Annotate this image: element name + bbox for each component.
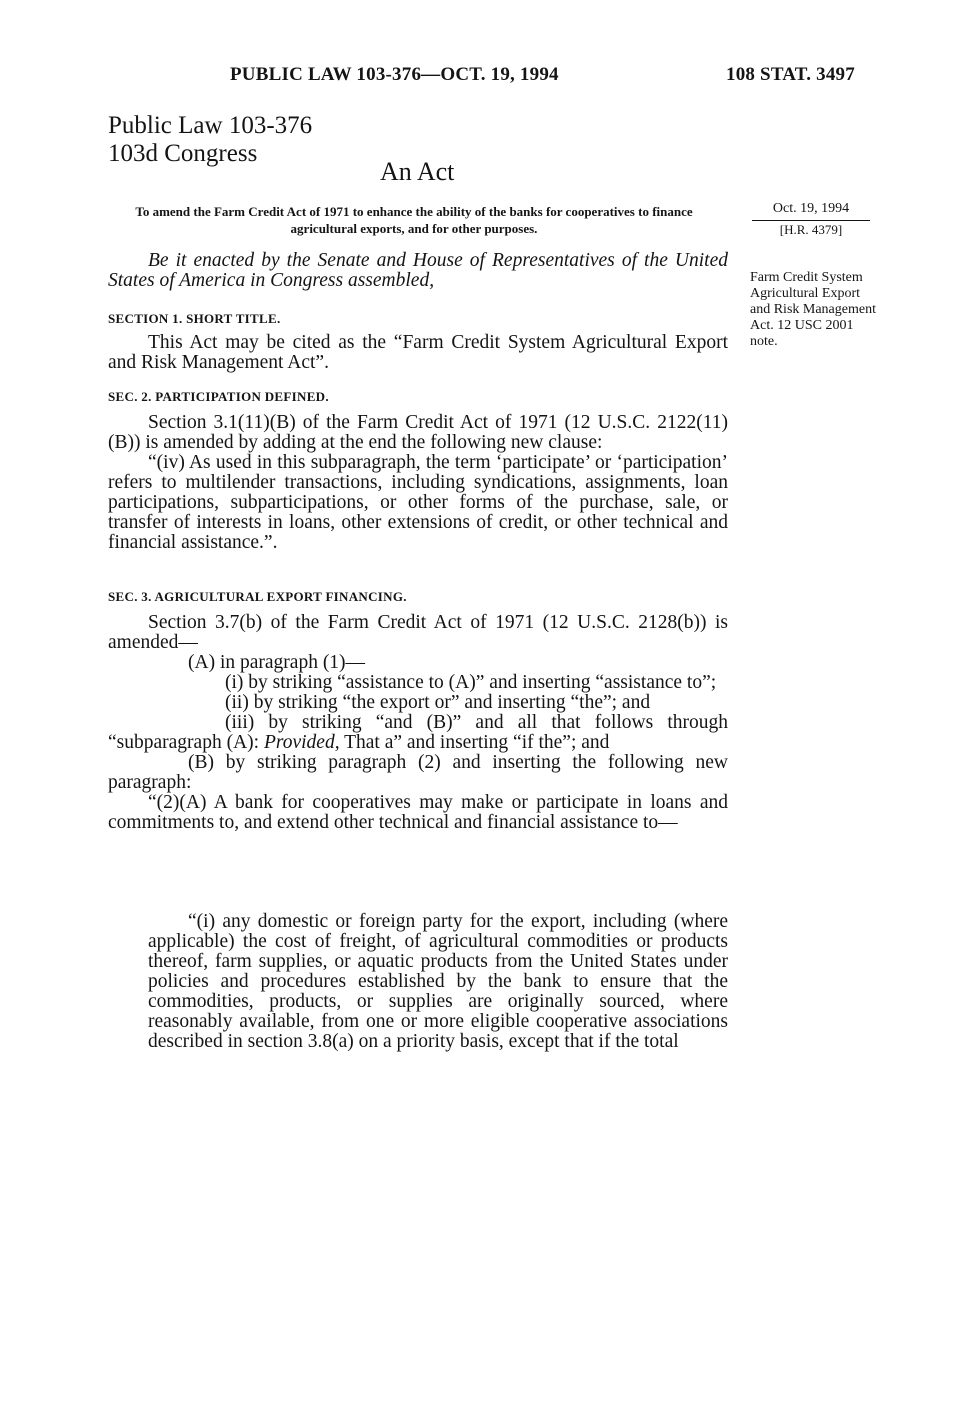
margin-date: Oct. 19, 1994 xyxy=(752,200,870,221)
section-1-text xyxy=(108,333,728,373)
enacting-clause xyxy=(108,251,728,291)
section-3-item-B: (B) by striking paragraph (2) and inserting the following new paragraph: xyxy=(108,752,728,793)
margin-note: Farm Credit System Agricultural Export and Risk Management Act. 12 USC 2001 note. xyxy=(750,270,876,349)
section-3-item-A: (A) in paragraph (1)— xyxy=(188,652,366,673)
act-purpose: To amend the Farm Credit Act of 1971 to enhance the ability of the banks for cooperatives to finance agricultural exports, and for other purposes. xyxy=(135,204,693,236)
section-1-paragraph: This Act may be cited as the “Farm Credit System Agricultural Export and Risk Management Act”. xyxy=(108,332,728,373)
margin-bill-number: [H.R. 4379] xyxy=(779,222,843,237)
section-3-paragraph-2A: “(2)(A) A bank for cooperatives may make or participate in loans and commitments to, and extend other technical and financial assistance to— xyxy=(108,792,728,833)
item-A-iii-provided: Provided, xyxy=(263,732,340,753)
section-1-heading: SECTION 1. SHORT TITLE. xyxy=(108,311,281,326)
enacting-clause-text: Be it enacted by the Senate and House of Representatives of the United States of America in Congress assembled, xyxy=(108,250,728,291)
section-2-heading: SEC. 2. PARTICIPATION DEFINED. xyxy=(108,389,329,404)
section-3-clause-2A-i: “(i) any domestic or foreign party for the export, including (where applicable) the cost of freight, of agricultural commodities or products thereof, farm supplies, or aquatic products from the United States under policies and procedures established by the bank to ensure that the commodities, products, or supplies are originally sourced, where reasonably available, from one or more eligible cooperative associations described in section 3.8(a) on a priority basis, except that if the total xyxy=(148,911,728,1052)
section-3-body xyxy=(108,613,728,833)
section-2-paragraph: Section 3.1(11)(B) of the Farm Credit Act of 1971 (12 U.S.C. 2122(11)(B)) is amended by adding at the end the following new clause: xyxy=(108,412,728,453)
act-heading: An Act xyxy=(380,157,455,186)
section-3-item-A-iii xyxy=(108,713,728,753)
section-3-quoted-clause xyxy=(148,912,728,1052)
section-3-paragraph: Section 3.7(b) of the Farm Credit Act of 1971 (12 U.S.C. 2128(b)) is amended— xyxy=(108,612,728,653)
public-law-number: Public Law 103-376 xyxy=(108,112,313,139)
section-3-item-A-i: (i) by striking “assistance to (A)” and inserting “assistance to”; xyxy=(225,672,717,693)
item-A-iii-text-start: (iii) by striking “and (B)” and all that follows through “subparagraph (A): xyxy=(108,712,728,753)
section-3-heading: SEC. 3. AGRICULTURAL EXPORT FINANCING. xyxy=(108,589,407,604)
running-head-stat-page: 108 STAT. 3497 xyxy=(726,64,855,85)
section-3-item-A-ii: (ii) by striking “the export or” and inserting “the”; and xyxy=(225,692,651,713)
congress-label: 103d Congress xyxy=(108,140,258,167)
running-head-title: PUBLIC LAW 103-376—OCT. 19, 1994 xyxy=(230,64,559,85)
item-A-iii-text-end: That a” and inserting “if the”; and xyxy=(339,732,610,753)
section-2-body xyxy=(108,413,728,553)
section-2-clause: “(iv) As used in this subparagraph, the term ‘participate’ or ‘participation’ refers to multilender transactions, including syndications, assignments, loan participations, subparticipations, or other forms of the purchase, sale, or transfer of interests in loans, other extensions of credit, or other technical and financial assistance.”. xyxy=(108,452,728,553)
